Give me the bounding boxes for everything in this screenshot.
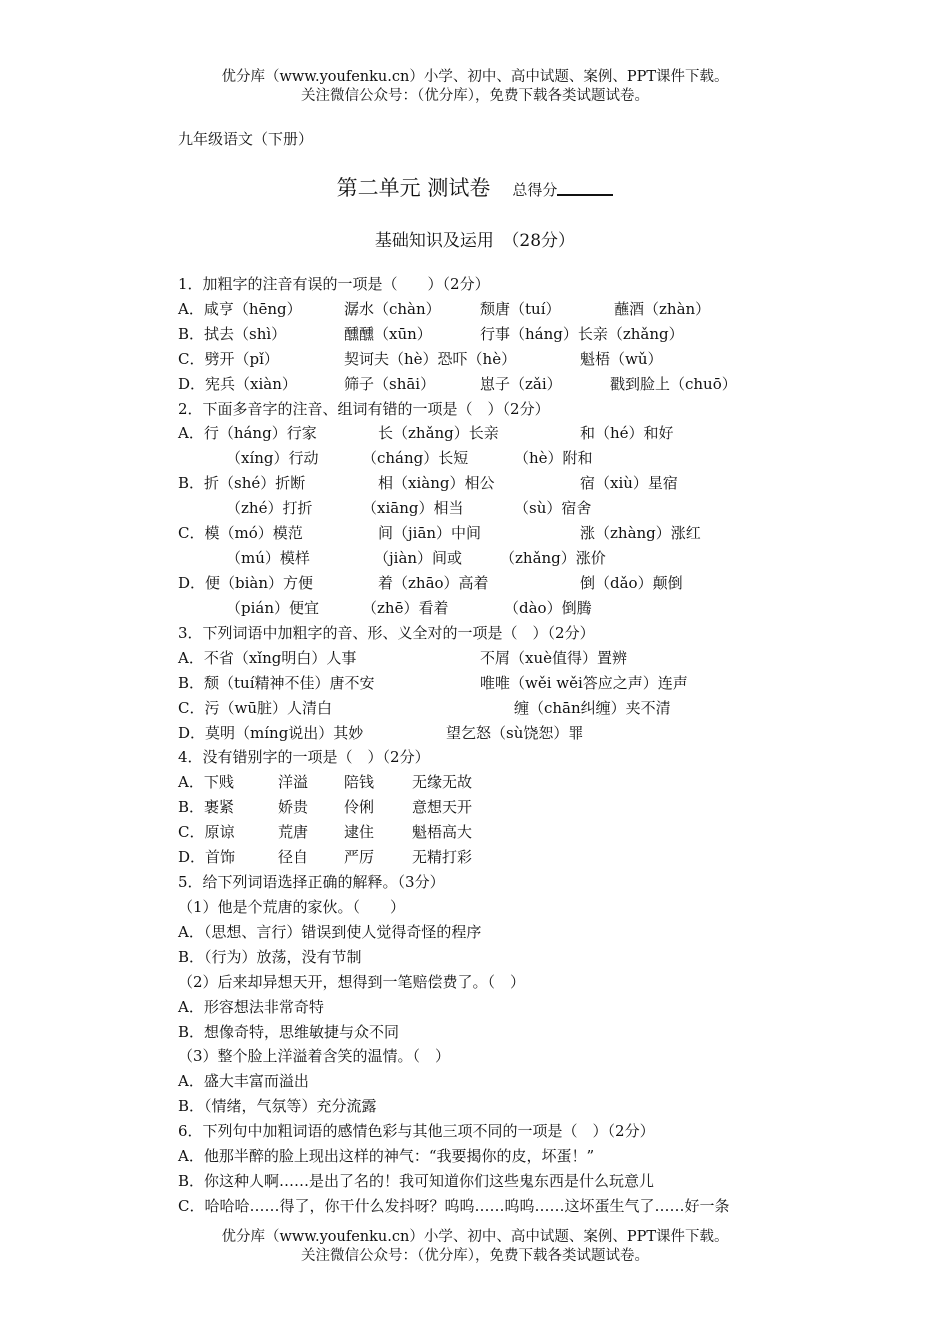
q4-c-item-3: 逮住 [344, 823, 375, 841]
q4-d-item-3: 严厉 [344, 848, 375, 866]
q4-a-item-3: 陪钱 [344, 773, 375, 791]
q3-c-item-1: C．污（wū脏）人清白 [178, 699, 332, 717]
q2-c2-item-3: （zhǎng）涨价 [500, 549, 606, 567]
q5-stem: 5．给下列词语选择正确的解释。（3分） [178, 873, 445, 891]
q2-a2-item-1: （xíng）行动 [226, 449, 319, 467]
q2-d2-item-3: （dào）倒腾 [504, 599, 592, 617]
q3-b-item-1: B．颓（tuí精神不佳）唐不安 [178, 674, 375, 692]
q4-b-item-2: 娇贵 [278, 798, 309, 816]
q4-c-item-1: C．原谅 [178, 823, 235, 841]
q2-a1-item-2: 长（zhǎng）长亲 [378, 424, 499, 442]
q4-c-item-4: 魁梧高大 [412, 823, 473, 841]
q1-stem: 1．加粗字的注音有误的一项是（ ）（2分） [178, 275, 490, 293]
q3-d-item-2: 望乞怒（sù饶恕）罪 [446, 724, 584, 742]
q3-c-item-2: 缠（chān纠缠）夹不清 [514, 699, 671, 717]
q3-stem: 3．下列词语中加粗字的音、形、义全对的一项是（ ）（2分） [178, 624, 595, 642]
header-line-2: 关注微信公众号：（优分库），免费下载各类试题试卷。 [301, 88, 649, 104]
q4-stem: 4．没有错别字的一项是（ ）（2分） [178, 748, 430, 766]
subject-label: 九年级语文（下册） [178, 130, 314, 148]
q2-c1-item-3: 涨（zhàng）涨红 [580, 524, 701, 542]
q1-d-item-1: D．宪兵（xiàn） [178, 375, 297, 393]
q4-d-item-4: 无精打彩 [412, 848, 473, 866]
q2-a2-item-3: （hè）附和 [514, 449, 593, 467]
q4-b-item-4: 意想天开 [412, 798, 473, 816]
footer-line-2: 关注微信公众号：（优分库），免费下载各类试题试卷。 [301, 1248, 649, 1264]
q5-sub-2-option-a: A．形容想法非常奇特 [178, 998, 324, 1016]
q2-c2-item-2: （jiàn）间或 [374, 549, 463, 567]
q2-b1-item-1: B．折（shé）折断 [178, 474, 306, 492]
q1-d-item-2: 筛子（shāi） [344, 375, 436, 393]
q1-a-item-2: 潺水（chàn） [344, 300, 441, 318]
q4-a-item-1: A．下贱 [178, 773, 234, 791]
q2-b2-item-3: （sù）宿舍 [514, 499, 592, 517]
q1-a-item-4: 蘸酒（zhàn） [614, 300, 711, 318]
footer-line-1: 优分库（www.youfenku.cn）小学、初中、高中试题、案例、PPT课件下载。 [221, 1229, 729, 1245]
score-label: 总得分 [512, 181, 558, 199]
q3-a-item-2: 不屑（xuè值得）置辨 [480, 649, 627, 667]
q4-a-item-2: 洋溢 [278, 773, 309, 791]
q5-sub-3: （3）整个脸上洋溢着含笑的温情。（ ） [178, 1047, 451, 1065]
q1-b-item-3: 行事（háng）长亲（zhǎng） [480, 325, 684, 343]
q4-a-item-4: 无缘无故 [412, 773, 473, 791]
section-title: 基础知识及运用 （28分） [374, 231, 576, 251]
q5-sub-3-option-b: B．（情绪，气氛等）充分流露 [178, 1097, 377, 1115]
q2-b2-item-1: （zhé）打折 [226, 499, 313, 517]
q2-stem: 2．下面多音字的注音、组词有错的一项是（ ）（2分） [178, 400, 550, 418]
q3-a-item-1: A．不省（xǐng明白）人事 [178, 649, 357, 667]
page-header [0, 68, 950, 106]
q6-stem: 6．下列句中加粗词语的感情色彩与其他三项不同的一项是（ ）（2分） [178, 1122, 655, 1140]
q2-d1-item-2: 着（zhāo）高着 [378, 574, 489, 592]
q1-a-item-3: 颓唐（tuí） [480, 300, 561, 318]
q2-c2-item-1: （mú）模样 [226, 549, 310, 567]
q1-d-item-3: 崽子（zǎi） [480, 375, 562, 393]
q2-c1-item-1: C．模（mó）模范 [178, 524, 303, 542]
q6-option-c: C．哈哈哈……得了，你干什么发抖呀？呜呜……呜呜……这坏蛋生气了……好一条 [178, 1197, 730, 1215]
q3-b-item-2: 唯唯（wěi wěi答应之声）连声 [480, 674, 688, 692]
q2-b1-item-3: 宿（xiù）星宿 [580, 474, 678, 492]
q5-sub-1-option-b: B．（行为）放荡，没有节制 [178, 948, 362, 966]
q2-d2-item-1: （pián）便宜 [226, 599, 320, 617]
q4-c-item-2: 荒唐 [278, 823, 309, 841]
q6-option-a: A．他那半醉的脸上现出这样的神气：“我要揭你的皮，坏蛋！” [178, 1147, 595, 1165]
q2-d1-item-3: 倒（dǎo）颠倒 [580, 574, 683, 592]
header-line-1: 优分库（www.youfenku.cn）小学、初中、高中试题、案例、PPT课件下载。 [221, 69, 729, 85]
q2-d1-item-1: D．便（biàn）方便 [178, 574, 314, 592]
q1-c-item-1: C．劈开（pǐ） [178, 350, 279, 368]
page-title: 第二单元 测试卷 [336, 176, 491, 200]
q5-sub-1-option-a: A．（思想、言行）错误到使人觉得奇怪的程序 [178, 923, 482, 941]
score-blank [557, 178, 613, 196]
q1-b-item-1: B．拭去（shì） [178, 325, 287, 343]
q1-b-item-2: 醺醺（xūn） [344, 325, 432, 343]
q1-d-item-4: 戳到脸上（chuō） [610, 375, 737, 393]
q2-d2-item-2: （zhē）看着 [362, 599, 449, 617]
q4-b-item-3: 伶俐 [344, 798, 375, 816]
page-footer [0, 1228, 950, 1266]
q1-a-item-1: A．咸亨（hēng） [178, 300, 302, 318]
q2-a1-item-1: A．行（háng）行家 [178, 424, 317, 442]
q2-a2-item-2: （cháng）长短 [362, 449, 469, 467]
q4-d-item-1: D．首饰 [178, 848, 236, 866]
q4-d-item-2: 径自 [278, 848, 309, 866]
q5-sub-1: （1）他是个荒唐的家伙。（ ） [178, 898, 406, 916]
q2-b2-item-2: （xiāng）相当 [362, 499, 464, 517]
q2-a1-item-3: 和（hé）和好 [580, 424, 674, 442]
q1-c-item-2: 契诃夫（hè）恐吓（hè） [344, 350, 517, 368]
q5-sub-3-option-a: A．盛大丰富而溢出 [178, 1072, 309, 1090]
q1-c-item-3: 魁梧（wǔ） [580, 350, 663, 368]
title-line [0, 172, 950, 202]
q6-option-b: B．你这种人啊……是出了名的！我可知道你们这些鬼东西是什么玩意儿 [178, 1172, 655, 1190]
q4-b-item-1: B．裹紧 [178, 798, 235, 816]
q5-sub-2-option-b: B．想像奇特，思维敏捷与众不同 [178, 1023, 400, 1041]
q5-sub-2: （2）后来却异想天开，想得到一笔赔偿费了。（ ） [178, 973, 526, 991]
q2-c1-item-2: 间（jiān）中间 [378, 524, 482, 542]
q2-b1-item-2: 相（xiàng）相公 [378, 474, 495, 492]
q3-d-item-1: D．莫明（míng说出）其妙 [178, 724, 364, 742]
